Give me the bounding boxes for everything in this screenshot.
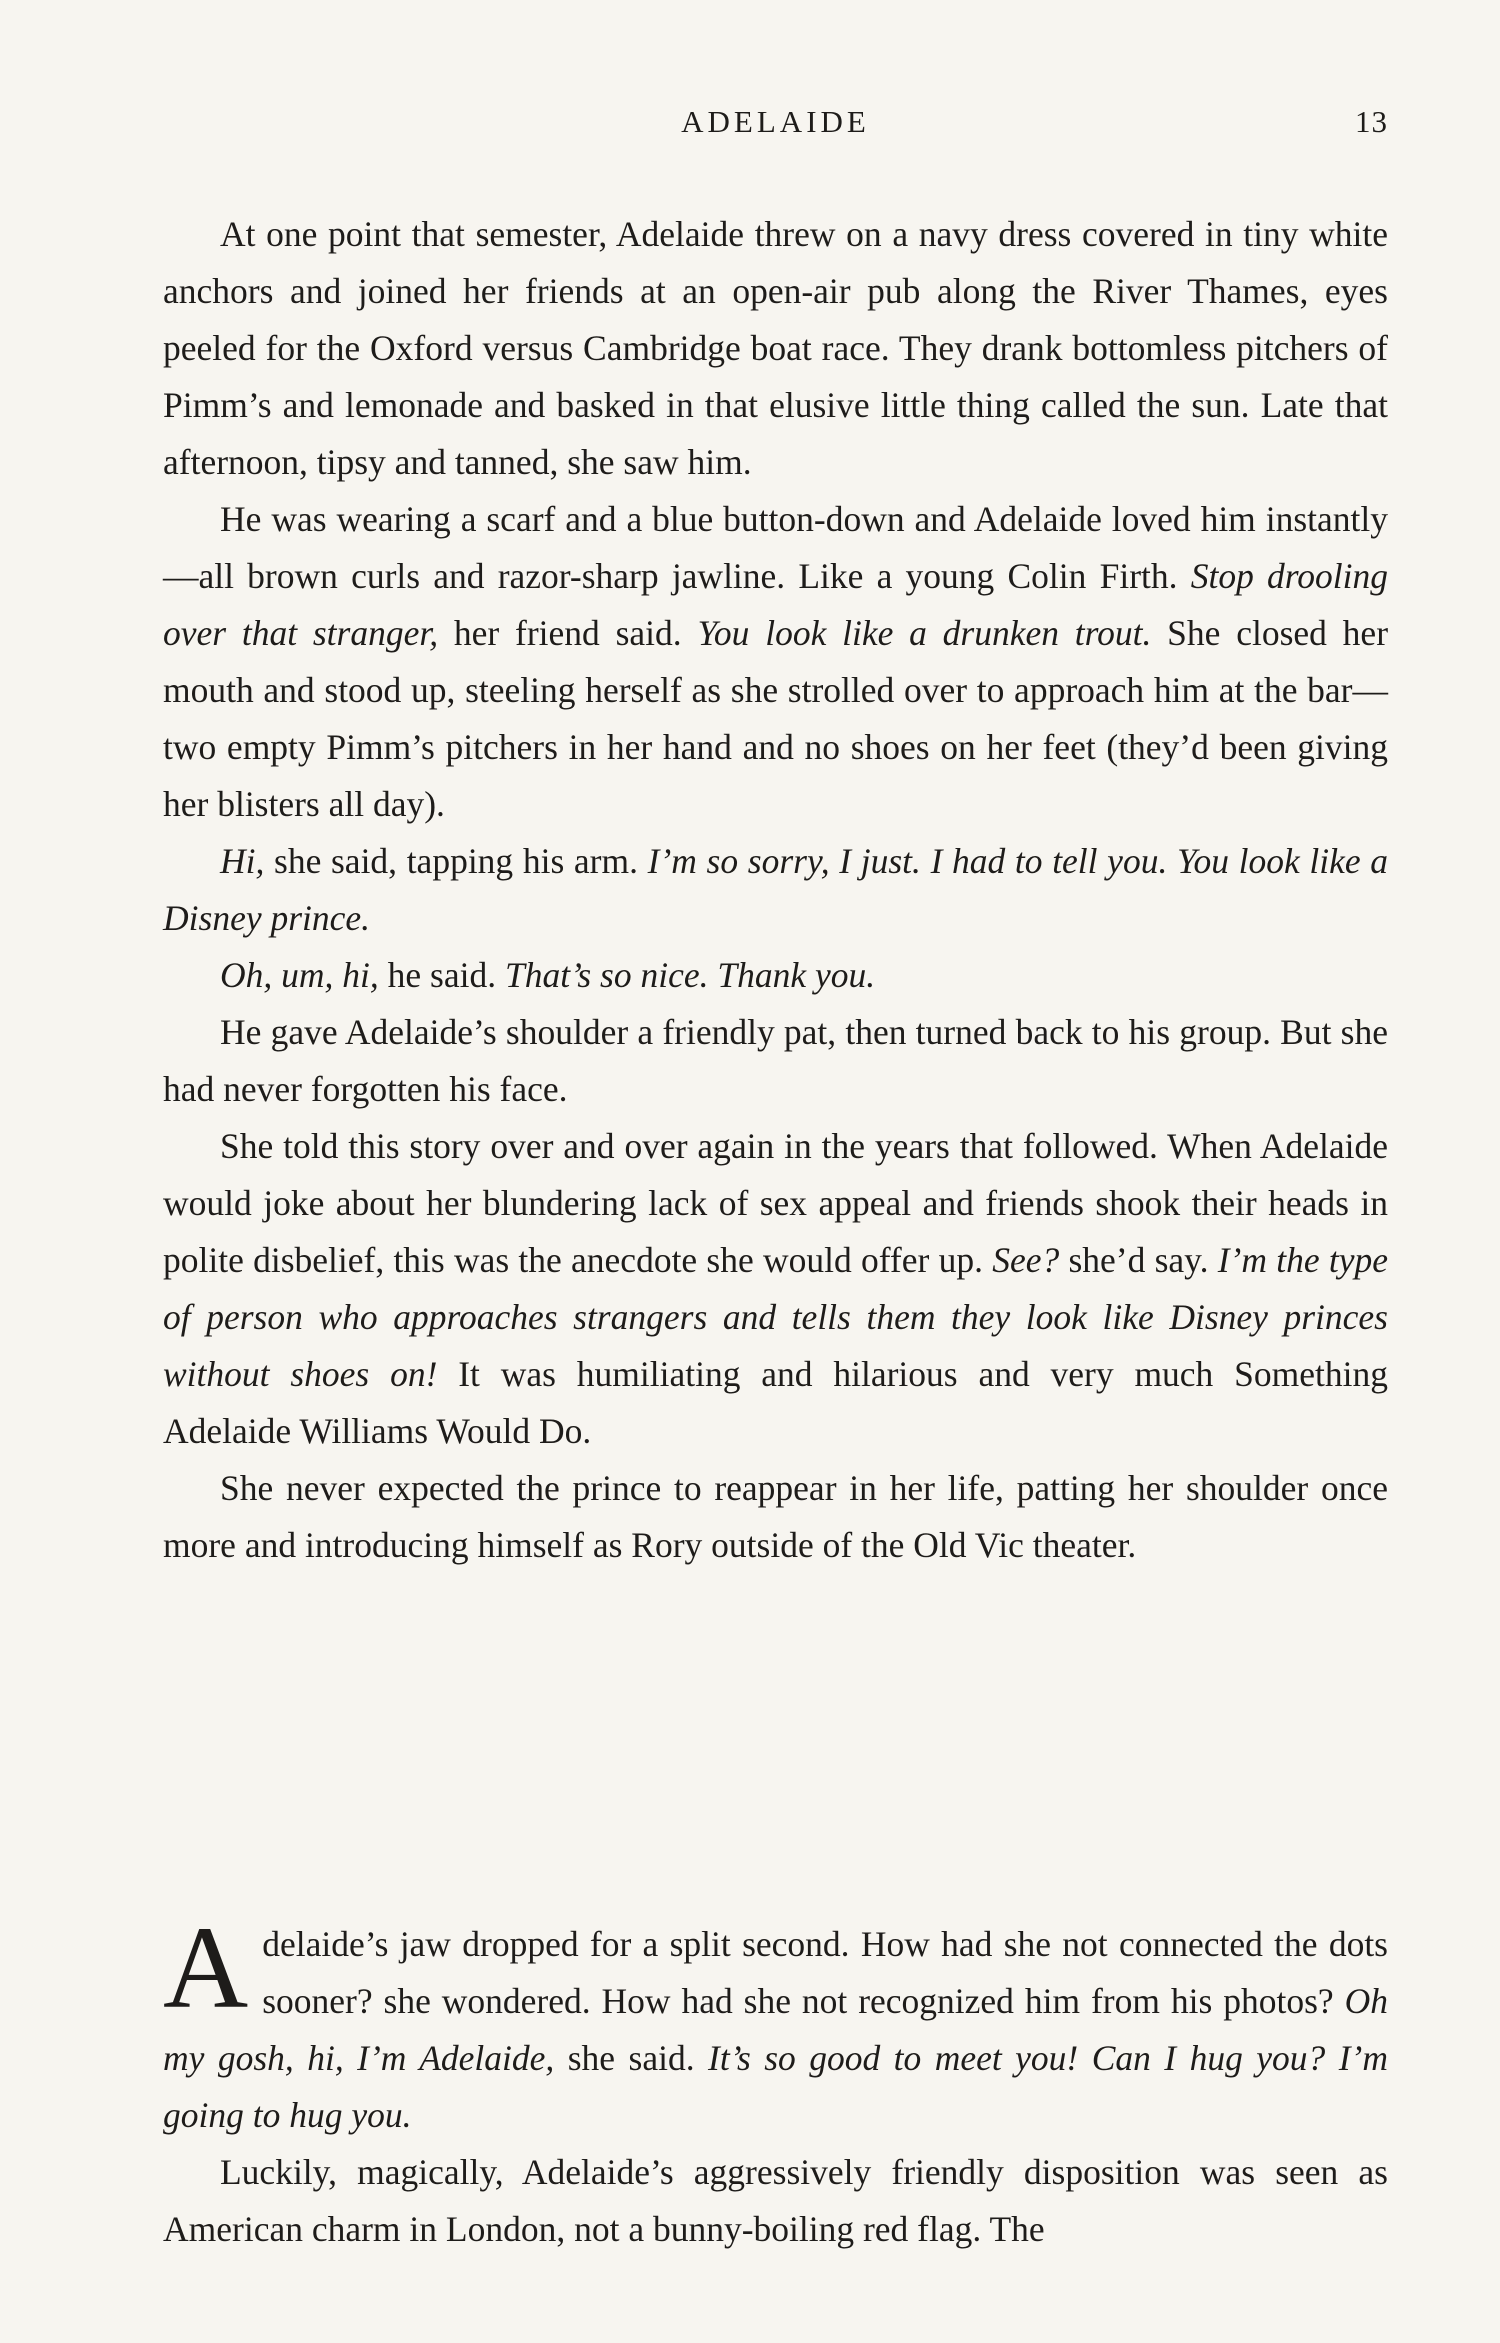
paragraph: Hi, she said, tapping his arm. I’m so sorry, I just. I had to tell you. You look like a Disney prince.: [163, 841, 1388, 938]
paragraph-with-drop-cap: Adelaide’s jaw dropped for a split second. How had she not connected the dots sooner? she wondered. How had she not recognized him from his photos? Oh my gosh, hi, I’m Adelaide, she said. It’s so good to meet you! Can I hug you? I’m going to hug you.: [163, 1902, 1388, 2135]
paragraph: At one point that semester, Adelaide threw on a navy dress covered in tiny white anchors and joined her friends at an open-air pub along the River Thames, eyes peeled for the Oxford versus Cambridge boat race. They drank bottomless pitchers of Pimm’s and lemonade and basked in that elusive little thing called the sun. Late that afternoon, tipsy and tanned, she saw him.: [163, 214, 1388, 482]
paragraph: He was wearing a scarf and a blue button-down and Adelaide loved him instantly—all brown curls and razor-sharp jawline. Like a young Colin Firth. Stop drooling over that stranger, her friend said. You look like a drunken trout. She closed her mouth and stood up, steeling herself as she strolled over to approach him at the bar—two empty Pimm’s pitchers in her hand and no shoes on her feet (they’d been giving her blisters all day).: [163, 499, 1389, 824]
section-one: [163, 206, 1388, 1574]
paragraph: Oh, um, hi, he said. That’s so nice. Thank you.: [220, 955, 876, 995]
page-number: 13: [1355, 104, 1388, 139]
paragraph: She never expected the prince to reappear in her life, patting her shoulder once more and introducing himself as Rory outside of the Old Vic theater.: [163, 1468, 1388, 1565]
paragraph: Luckily, magically, Adelaide’s aggressively friendly disposition was seen as American charm in London, not a bunny-boiling red flag. The: [163, 2152, 1388, 2249]
running-head: [163, 104, 1388, 144]
drop-cap: A: [163, 1902, 249, 2033]
paragraph: She told this story over and over again in the years that followed. When Adelaide would joke about her blundering lack of sex appeal and friends shook their heads in polite disbelief, this was the anecdote she would offer up. See? she’d say. I’m the type of person who approaches strangers and tells them they look like Disney princes without shoes on! It was humiliating and hilarious and very much Something Adelaide Williams Would Do.: [163, 1126, 1388, 1451]
paragraph: He gave Adelaide’s shoulder a friendly pat, then turned back to his group. But she had never forgotten his face.: [163, 1012, 1388, 1109]
section-two: [163, 1902, 1388, 2258]
running-title: ADELAIDE: [681, 104, 870, 139]
